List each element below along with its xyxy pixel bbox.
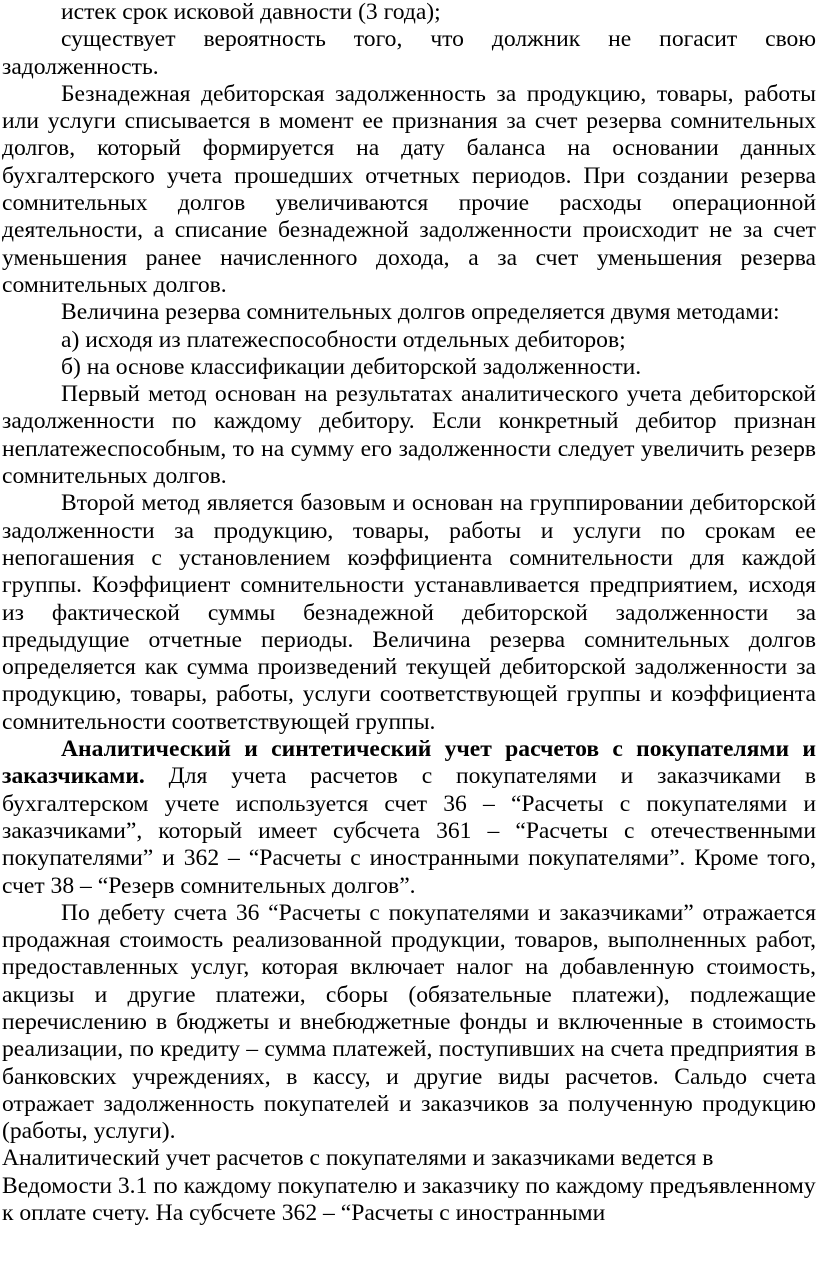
paragraph-first-method: Первый метод основан на результатах аналитического учета дебиторской задолженности по каждому дебитору. Если конкретный дебитор признан неплатежеспособным, то на сумму его задолженности следует увеличить резерв сомнительных долгов. <box>2 381 816 490</box>
paragraph-account-36-debit: По дебету счета 36 “Расчеты с покупателями и заказчиками” отражается продажная стоимость реализованной продукции, товаров, выполненных работ, предоставленных услуг, которая включает налог на добавленную стоимость, акцизы и другие платежи, сборы (обязательные платежи), подлежащие перечислению в бюджеты и внебюджетные фонды и включенные в стоимость реализации, по кредиту – сумма платежей, поступивших на счета предприятия в банковских учреждениях, в кассу, и другие виды расчетов. Сальдо счета отражает задолженность покупателей и заказчиков за полученную продукцию (работы, услуги). <box>2 899 816 1145</box>
paragraph-limitation-period: истек срок исковой давности (3 года); <box>61 0 441 25</box>
paragraph-reserve-methods: Величина резерва сомнительных долгов определяется двумя методами: <box>61 299 780 326</box>
paragraph-accounting-section <box>2 736 816 900</box>
section-heading: Аналитический и синтетический учет расчетов с покупателями и заказчиками. <box>2 736 816 790</box>
paragraph-debtor-risk: существует вероятность того, что должник не погасит свою задолженность. <box>2 26 816 80</box>
paragraph-method-b: б) на основе классификации дебиторской задолженности. <box>61 353 642 380</box>
section-body: Для учета расчетов с покупателями и заказчиками в бухгалтерском учете используется счет 36 – “Расчеты с покупателями и заказчиками”, который имеет субсчета 361 – “Расчеты с отечественными покупателями” и 362 – “Расчеты с иностранными покупателями”. Кроме того, счет 38 – “Резерв сомнительных долгов”. <box>2 763 816 899</box>
paragraph-bad-debt-writeoff: Безнадежная дебиторская задолженность за продукцию, товары, работы или услуги списывается в момент ее признания за счет резерва сомнительных долгов, который формируется на дату баланса на основании данных бухгалтерского учета прошедших отчетных периодов. При создании резерва сомнительных долгов увеличиваются прочие расходы операционной деятельности, а списание безнадежной задолженности происходит не за счет уменьшения ранее начисленного дохода, а за счет уменьшения резерва сомнительных долгов. <box>2 80 816 298</box>
paragraph-method-a: а) исходя из платежеспособности отдельных дебиторов; <box>61 326 626 353</box>
paragraph-second-method: Второй метод является базовым и основан на группировании дебиторской задолженности за продукцию, товары, работы и услуги по срокам ее непогашения с установлением коэффициента сомнительности для каждой группы. Коэффициент сомнительности устанавливается предприятием, исходя из фактической суммы безнадежной дебиторской задолженности за предыдущие отчетные периоды. Величина резерва сомнительных долгов определяется как сумма произведений текущей дебиторской задолженности за продукцию, товары, работы, услуги соответствующей группы и коэффициента сомнительности соответствующей группы. <box>2 490 816 735</box>
paragraph-analytical-ledger: Аналитический учет расчетов с покупателями и заказчиками ведется в Ведомости 3.1 по каждому покупателю и заказчику по каждому предъявленному к оплате счету. На субсчете 362 – “Расчеты с иностранными <box>2 1145 816 1227</box>
